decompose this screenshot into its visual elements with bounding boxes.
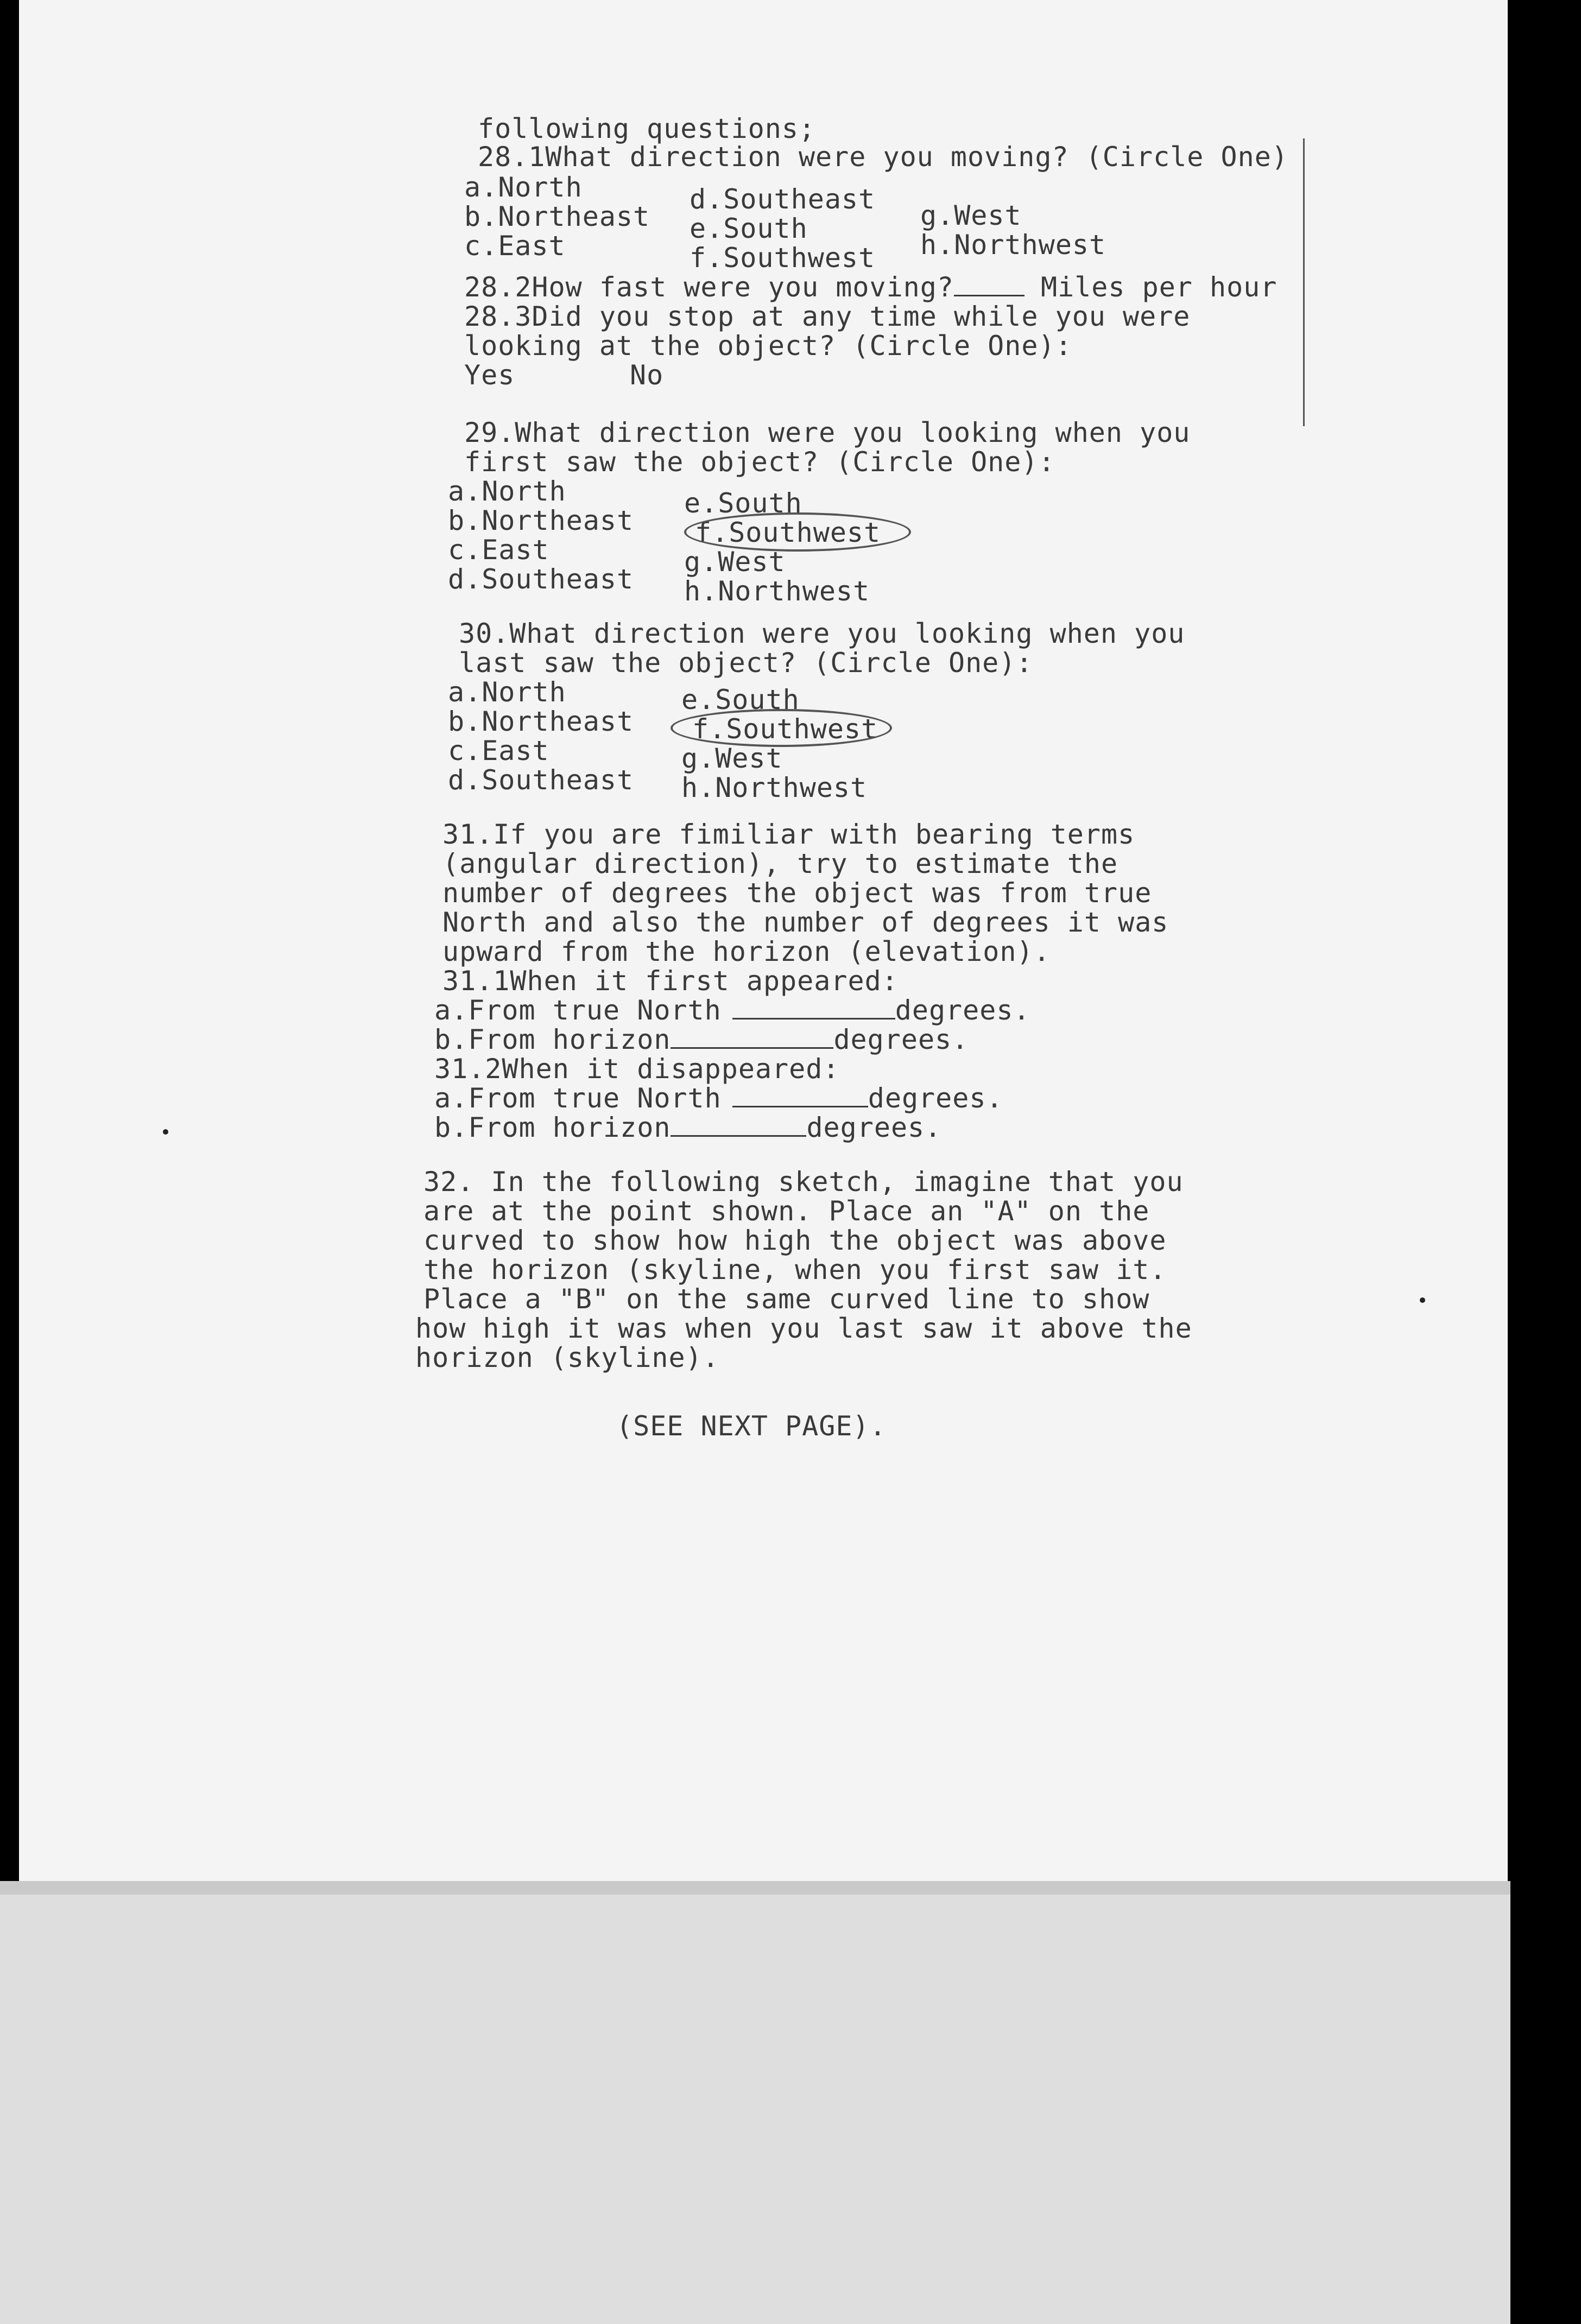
margin-rule <box>1303 138 1305 426</box>
q31-1b-blank[interactable] <box>671 1047 833 1049</box>
q31-2a-blank[interactable] <box>732 1106 868 1107</box>
q29-line2: first saw the object? (Circle One): <box>464 446 1055 478</box>
q31-1b <box>434 1025 969 1054</box>
q28-option-f: f.Southwest <box>690 242 876 274</box>
q30-option-e: e.South <box>681 684 800 715</box>
document-page <box>19 0 1508 1881</box>
q30-option-d: d.Southeast <box>448 764 634 796</box>
q31-1a <box>434 996 1030 1025</box>
q28-3-line2: looking at the object? (Circle One): <box>464 330 1072 362</box>
speed-blank[interactable] <box>954 295 1025 296</box>
q31-1b-units: degrees. <box>833 1024 969 1055</box>
q28-option-h: h.Northwest <box>920 229 1106 261</box>
q31-1-label: 31.1When it first appeared: <box>442 965 899 997</box>
q30-line1: 30.What direction were you looking when you <box>459 618 1185 649</box>
q28-option-a: a.North <box>464 172 583 203</box>
q30-line2: last saw the object? (Circle One): <box>459 647 1033 679</box>
q28-option-d: d.Southeast <box>690 183 876 215</box>
q28-no: No <box>630 359 664 391</box>
q29-option-a: a.North <box>448 476 566 507</box>
q31-2-label: 31.2When it disappeared: <box>434 1053 840 1085</box>
q29-option-b: b.Northeast <box>448 505 634 536</box>
q31-2a-units: degrees. <box>868 1082 1003 1114</box>
q31-1a-units: degrees. <box>895 995 1030 1026</box>
backing-board <box>0 1895 1581 2324</box>
q30-option-b: b.Northeast <box>448 706 634 737</box>
q31-2b-units: degrees. <box>806 1112 942 1143</box>
q28-option-e: e.South <box>690 213 808 244</box>
q31-2b <box>434 1113 941 1142</box>
q28-option-b: b.Northeast <box>464 201 650 232</box>
q31-line5: upward from the horizon (elevation). <box>442 936 1051 967</box>
q30-option-h: h.Northwest <box>681 772 868 803</box>
q31-line1: 31.If you are fimiliar with bearing terms <box>442 819 1135 850</box>
q31-1b-label: b.From horizon <box>434 1024 671 1055</box>
q29-option-f: f.Southwest <box>695 517 881 548</box>
film-speck <box>163 1129 168 1135</box>
film-speck <box>1420 1297 1425 1303</box>
q28-2-question <box>464 273 1277 302</box>
q29-option-g: g.West <box>684 546 786 578</box>
q29-option-d: d.Southeast <box>448 563 634 595</box>
q30-option-f: f.Southwest <box>692 713 878 745</box>
q30-circle-mark <box>671 709 892 747</box>
q31-line4: North and also the number of degrees it was <box>442 907 1169 938</box>
q29-option-e: e.South <box>684 487 802 519</box>
q29-option-h: h.Northwest <box>684 575 870 607</box>
q28-1-question: 28.1What direction were you moving? (Circle One) <box>478 141 1288 173</box>
q30-option-c: c.East <box>448 735 549 767</box>
q30-option-a: a.North <box>448 676 566 708</box>
q28-intro: following questions; <box>478 113 816 144</box>
q32-line7: horizon (skyline). <box>415 1342 719 1373</box>
q28-yes: Yes <box>464 359 515 391</box>
see-next-page: (SEE NEXT PAGE). <box>616 1410 887 1442</box>
q30-option-g: g.West <box>681 743 783 774</box>
q28-option-c: c.East <box>464 230 566 262</box>
q32-line2: are at the point shown. Place an "A" on the <box>423 1195 1150 1227</box>
q31-line2: (angular direction), try to estimate the <box>442 848 1118 879</box>
q31-1a-label: a.From true North <box>434 995 722 1026</box>
q32-line6: how high it was when you last saw it above the <box>415 1313 1192 1344</box>
q31-2b-blank[interactable] <box>671 1135 806 1137</box>
q28-2-text: 28.2How fast were you moving? <box>464 271 954 303</box>
film-border <box>1510 0 1581 2324</box>
q32-line1: 32. In the following sketch, imagine that you <box>423 1166 1184 1198</box>
q28-option-g: g.West <box>920 200 1022 231</box>
q29-line1: 29.What direction were you looking when you <box>464 417 1191 448</box>
q29-option-c: c.East <box>448 534 549 566</box>
q28-2-units: Miles per hour <box>1040 271 1278 303</box>
q31-2a-label: a.From true North <box>434 1082 722 1114</box>
q31-1a-blank[interactable] <box>732 1018 895 1019</box>
q31-line3: number of degrees the object was from true <box>442 877 1152 909</box>
q32-line5: Place a "B" on the same curved line to show <box>423 1283 1150 1315</box>
q31-2b-label: b.From horizon <box>434 1112 671 1143</box>
q32-line3: curved to show how high the object was above <box>423 1225 1167 1256</box>
q32-line4: the horizon (skyline, when you first saw it. <box>423 1254 1167 1286</box>
q28-3-line1: 28.3Did you stop at any time while you were <box>464 301 1191 332</box>
q31-2a <box>434 1084 1003 1113</box>
